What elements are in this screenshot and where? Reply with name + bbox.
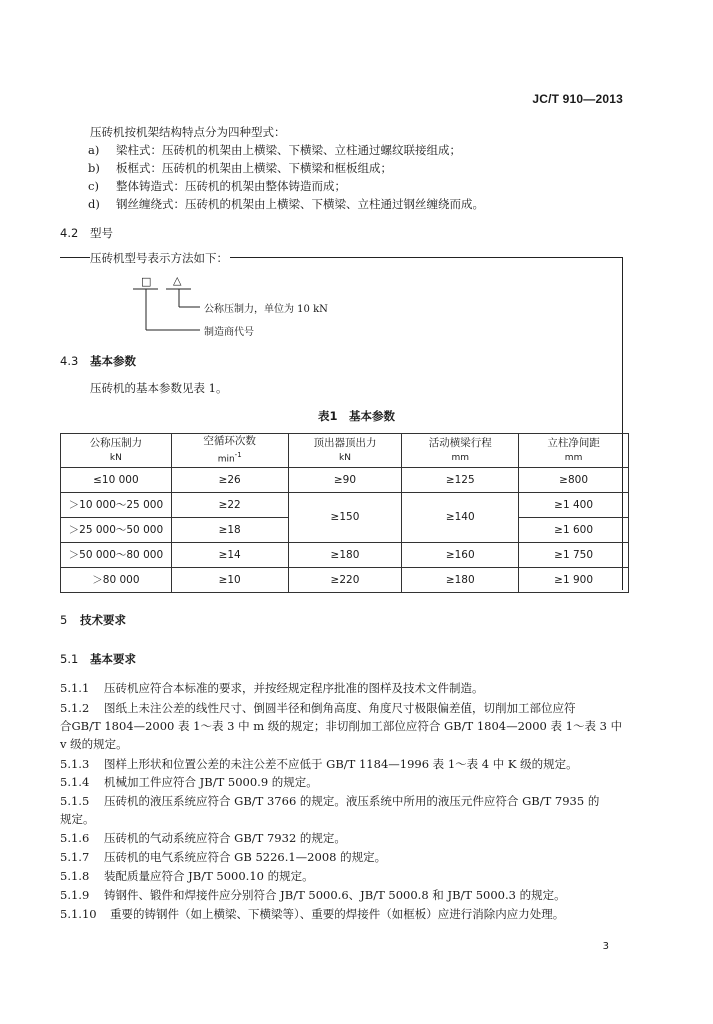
- clause-number: 5.1.6: [60, 831, 90, 845]
- table-cell: ＞25 000～50 000: [61, 517, 172, 542]
- clause-5-1-2: [60, 700, 576, 716]
- box-symbol: □: [141, 275, 152, 288]
- clause-number: 5.1.10: [60, 907, 97, 921]
- table-header: [171, 434, 288, 468]
- section-number: 5: [60, 613, 68, 627]
- clause-number: 5.1.4: [60, 775, 90, 789]
- list-item: [88, 178, 346, 194]
- table-cell: ≥800: [519, 467, 629, 492]
- clause-text: 压砖机的气动系统应符合 GB/T 7932 的规定。: [104, 831, 346, 845]
- list-item-label: c): [88, 179, 99, 193]
- clause-continuation: 规定。: [60, 812, 95, 826]
- clause-number: 5.1.7: [60, 850, 90, 864]
- clause-5-1-8: [60, 868, 314, 884]
- clause-text: 图纸上未注公差的线性尺寸、倒圆半径和倒角高度、角度尺寸极限偏差值，切削加工部位应符: [104, 701, 576, 715]
- list-item-label: b): [88, 161, 100, 175]
- clause-number: 5.1.1: [60, 681, 90, 695]
- clause-text: 装配质量应符合 JB/T 5000.10 的规定。: [104, 869, 314, 883]
- clause-5-1-6: [60, 830, 346, 846]
- table-cell: ＞50 000～80 000: [61, 542, 172, 567]
- table-cell: ≥1 600: [519, 517, 629, 542]
- clause-5-1-1: [60, 680, 484, 696]
- list-item-label: a): [88, 143, 100, 157]
- list-item-label: d): [88, 197, 100, 211]
- clause-5-1-5: [60, 793, 599, 809]
- table-header: [288, 434, 402, 468]
- table-row: [61, 542, 629, 567]
- clause-text: 压砖机的液压系统应符合 GB/T 3766 的规定。液压系统中所用的液压元件应符合 GB/T 7935 的: [104, 794, 600, 808]
- triangle-symbol: △: [173, 274, 182, 287]
- table-header-row: [61, 434, 629, 468]
- table-cell: ≥26: [171, 467, 288, 492]
- table-cell: ≥1 900: [519, 567, 629, 592]
- clause-5-1-9: [60, 887, 566, 903]
- section-number: 4.3: [60, 354, 79, 368]
- section-title: 型号: [90, 226, 113, 240]
- model-notation-intro: 压砖机型号表示方法如下：: [90, 251, 228, 265]
- table-cell: ≥220: [288, 567, 402, 592]
- list-item-text: 板框式：压砖机的机架由上横梁、下横梁和框板组成；: [116, 161, 392, 175]
- section-number: 5.1: [60, 652, 79, 666]
- document-code: JC/T 910—2013: [532, 92, 623, 106]
- section-heading-4-2: [60, 225, 113, 241]
- clause-number: 5.1.8: [60, 869, 90, 883]
- header-name: 活动横梁行程: [428, 436, 492, 449]
- table-cell: ＞10 000～25 000: [61, 492, 172, 517]
- clause-continuation: 合GB/T 1804—2000 表 1～表 3 中 m 级的规定；非切削加工部位应符合 GB/T 1804—2000 表 1～表 3 中: [60, 719, 623, 733]
- table-cell: ≥90: [288, 467, 402, 492]
- table-cell: ≥180: [402, 567, 519, 592]
- clause-text: 压砖机应符合本标准的要求，并按经规定程序批准的图样及技术文件制造。: [104, 681, 484, 695]
- header-unit: kN: [109, 452, 122, 463]
- table-cell: ≥22: [171, 492, 288, 517]
- table-row: [61, 567, 629, 592]
- clause-5-1-10: [60, 906, 564, 922]
- clause-number: 5.1.3: [60, 757, 90, 771]
- table-cell: ≥18: [171, 517, 288, 542]
- table-cell: ≥160: [402, 542, 519, 567]
- clause-5-1-4: [60, 774, 318, 790]
- header-name: 立柱净间距: [547, 436, 600, 449]
- section-title: 技术要求: [80, 613, 126, 627]
- list-item-text: 整体铸造式：压砖机的机架由整体铸造而成；: [116, 179, 346, 193]
- clause-5-1-3: [60, 756, 578, 772]
- table-row: [61, 492, 629, 517]
- table-cell: ≥14: [171, 542, 288, 567]
- table-cell: ≥180: [288, 542, 402, 567]
- list-item: [88, 160, 392, 176]
- section-title: 基本要求: [90, 652, 136, 666]
- list-item-text: 梁柱式：压砖机的机架由上横梁、下横梁、立柱通过螺纹联接组成；: [116, 143, 461, 157]
- clause-number: 5.1.5: [60, 794, 90, 808]
- table-cell: ≥1 400: [519, 492, 629, 517]
- clause-number: 5.1.2: [60, 701, 90, 715]
- section-text: 压砖机的基本参数见表 1。: [90, 381, 228, 395]
- table-cell: ≥140: [402, 492, 519, 542]
- maker-label: 制造商代号: [204, 327, 254, 338]
- frame-types-intro: 压砖机按机架结构特点分为四种型式：: [90, 125, 286, 139]
- clause-continuation: v 级的规定。: [60, 737, 128, 751]
- clause-text: 重要的铸钢件（如上横梁、下横梁等）、重要的焊接件（如框板）应进行消除内应力处理。: [110, 907, 565, 921]
- table-cell: ≥1 750: [519, 542, 629, 567]
- clause-text: 图样上形状和位置公差的未注公差不应低于 GB/T 1184—1996 表 1～表 4 中 K 级的规定。: [104, 757, 578, 771]
- header-unit-superscript: -1: [234, 451, 242, 459]
- section-heading-5-1: [60, 651, 136, 667]
- model-notation-diagram: [130, 274, 328, 346]
- header-unit: mm: [451, 452, 470, 463]
- table-cell: ＞80 000: [61, 567, 172, 592]
- header-unit: mm: [564, 452, 583, 463]
- header-name: 空循环次数: [203, 435, 256, 447]
- header-name: 顶出器顶出力: [313, 436, 377, 449]
- table-row: [61, 467, 629, 492]
- parameters-table: [60, 433, 629, 593]
- header-unit: kN: [338, 452, 351, 463]
- section-heading-5: [60, 612, 126, 628]
- table-cell: ≥150: [288, 492, 402, 542]
- list-item: [88, 196, 484, 212]
- page-number: 3: [602, 941, 609, 952]
- clause-5-1-7: [60, 849, 386, 865]
- table-cell: ≥10: [171, 567, 288, 592]
- header-unit: min: [217, 454, 235, 465]
- clause-text: 机械加工件应符合 JB/T 5000.9 的规定。: [104, 775, 318, 789]
- clause-text: 压砖机的电气系统应符合 GB 5226.1—2008 的规定。: [104, 850, 387, 864]
- force-label: 公称压制力，单位为 10 kN: [204, 304, 328, 315]
- table-cell: ≤10 000: [61, 467, 172, 492]
- section-title: 基本参数: [90, 354, 136, 368]
- clause-text: 铸钢件、锻件和焊接件应分别符合 JB/T 5000.6、JB/T 5000.8 和 JB/T 5000.3 的规定。: [104, 888, 566, 902]
- section-heading-4-3: [60, 353, 136, 369]
- list-item: [88, 142, 461, 158]
- list-item-text: 钢丝缠绕式：压砖机的机架由上横梁、下横梁、立柱通过钢丝缠绕而成。: [116, 197, 484, 211]
- section-number: 4.2: [60, 226, 79, 240]
- header-name: 公称压制力: [89, 436, 143, 449]
- clause-number: 5.1.9: [60, 888, 90, 902]
- table-title: 表1 基本参数: [317, 409, 395, 423]
- table-header: [61, 434, 172, 468]
- table-header: [402, 434, 519, 468]
- table-cell: ≥125: [402, 467, 519, 492]
- table-header: [519, 434, 629, 468]
